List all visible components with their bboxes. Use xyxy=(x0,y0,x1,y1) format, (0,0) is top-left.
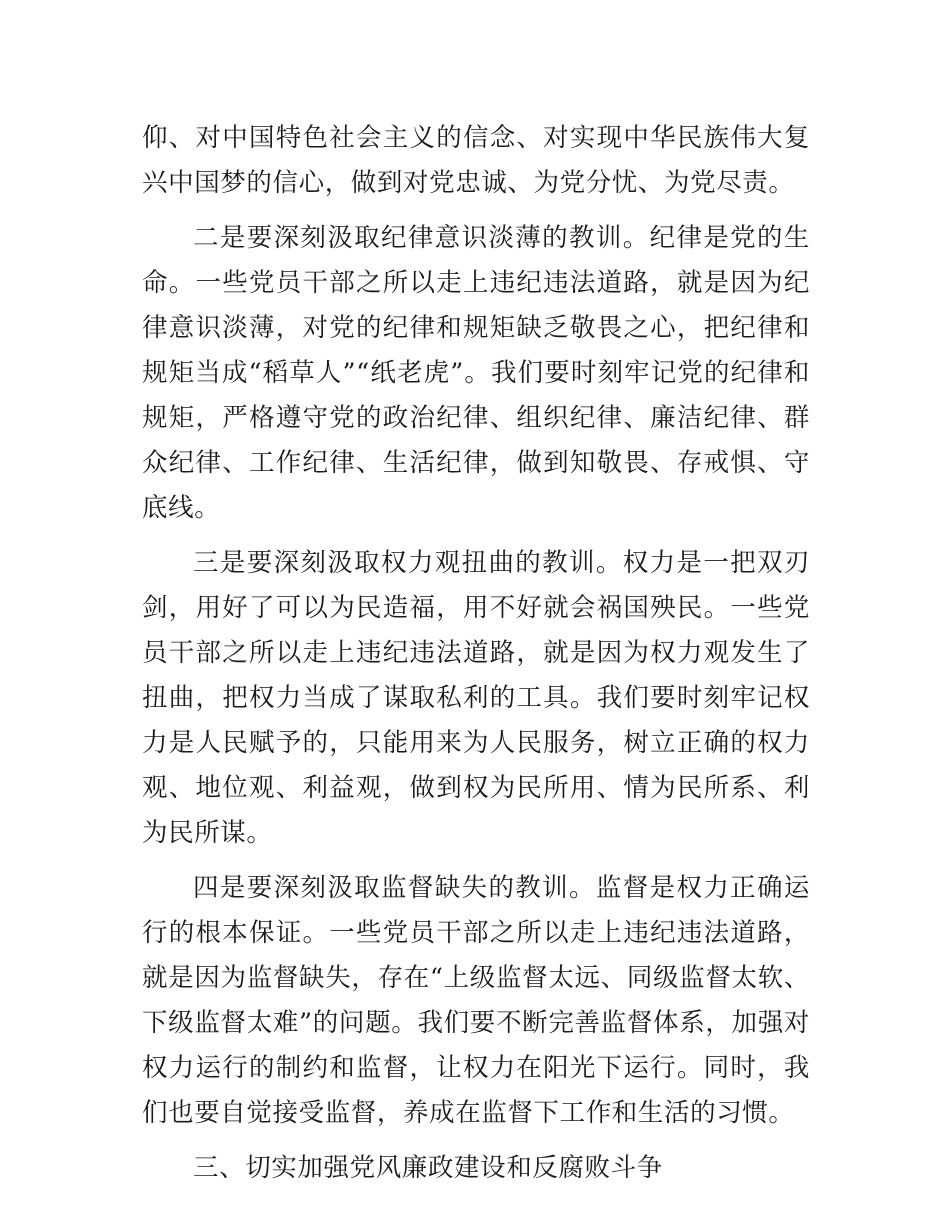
paragraph-power-lesson: 三是要深刻汲取权力观扭曲的教训。权力是一把双刃剑，用好了可以为民造福，用不好就会祸国殃民。一些党员干部之所以走上违纪违法道路，就是因为权力观发生了扭曲，把权力当成了谋取私利的工具。我们要时刻牢记权力是人民赋予的，只能用来为人民服务，树立正确的权力观、地位观、利益观，做到权为民所用、情为民所系、利为民所谋。 xyxy=(142,548,810,848)
paragraph-discipline-lesson: 二是要深刻汲取纪律意识淡薄的教训。纪律是党的生命。一些党员干部之所以走上违纪违法道路，就是因为纪律意识淡薄，对党的纪律和规矩缺乏敬畏之心，把纪律和规矩当成“稻草人”“纸老虎”。我们要时刻牢记党的纪律和规矩，严格遵守党的政治纪律、组织纪律、廉洁纪律、群众纪律、工作纪律、生活纪律，做到知敬畏、存戒惧、守底线。 xyxy=(142,223,810,523)
paragraph-supervision-lesson: 四是要深刻汲取监督缺失的教训。监督是权力正确运行的根本保证。一些党员干部之所以走上违纪违法道路，就是因为监督缺失，存在“上级监督太远、同级监督太软、下级监督太难”的问题。我们要不断完善监督体系，加强对权力运行的制约和监督，让权力在阳光下运行。同时，我们也要自觉接受监督，养成在监督下工作和生活的习惯。 xyxy=(142,873,810,1128)
paragraph-continuation: 仰、对中国特色社会主义的信念、对实现中华民族伟大复兴中国梦的信心，做到对党忠诚、为党分忧、为党尽责。 xyxy=(142,123,810,198)
section-heading: 三、切实加强党风廉政建设和反腐败斗争 xyxy=(193,1153,663,1183)
document-body xyxy=(142,116,810,1191)
